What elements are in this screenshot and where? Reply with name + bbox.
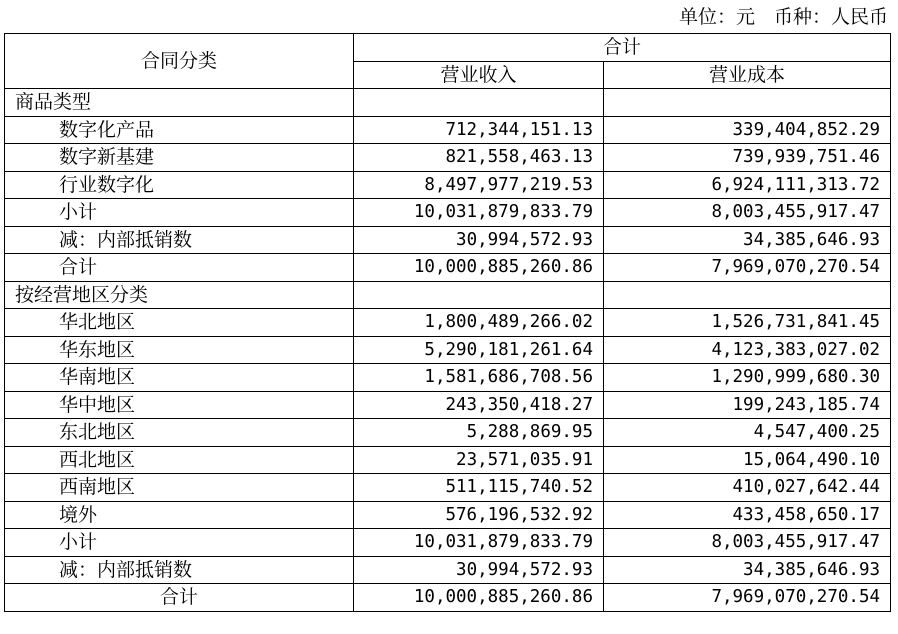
table-row <box>5 419 891 447</box>
cost-cell: 339,404,852.29 <box>604 116 891 144</box>
cost-cell: 34,385,646.93 <box>604 226 891 254</box>
row-label: 合计 <box>5 584 354 612</box>
revenue-cell <box>354 89 604 117</box>
row-label: 小计 <box>5 199 354 227</box>
revenue-cell: 1,581,686,708.56 <box>354 364 604 392</box>
table-row <box>5 364 891 392</box>
cost-cell: 1,526,731,841.45 <box>604 309 891 337</box>
cost-cell <box>604 281 891 309</box>
cost-cell: 7,969,070,270.54 <box>604 254 891 282</box>
cost-cell: 199,243,185.74 <box>604 391 891 419</box>
cost-cell: 8,003,455,917.47 <box>604 199 891 227</box>
row-label: 小计 <box>5 529 354 557</box>
header-cost: 营业成本 <box>604 61 891 89</box>
revenue-cell: 23,571,035.91 <box>354 446 604 474</box>
row-label: 华东地区 <box>5 336 354 364</box>
unit-currency-note: 单位：元 币种：人民币 <box>678 6 888 28</box>
section-label: 按经营地区分类 <box>5 281 354 309</box>
cost-cell: 7,969,070,270.54 <box>604 584 891 612</box>
row-label: 减：内部抵销数 <box>5 226 354 254</box>
header-revenue: 营业收入 <box>354 61 604 89</box>
cost-cell: 410,027,642.44 <box>604 474 891 502</box>
table-row <box>5 254 891 282</box>
row-label: 华中地区 <box>5 391 354 419</box>
revenue-cell: 712,344,151.13 <box>354 116 604 144</box>
header-contract-category: 合同分类 <box>5 34 354 89</box>
cost-cell <box>604 89 891 117</box>
table-row <box>5 144 891 172</box>
cost-cell: 739,939,751.46 <box>604 144 891 172</box>
table-row <box>5 226 891 254</box>
cost-cell: 15,064,490.10 <box>604 446 891 474</box>
cost-cell: 433,458,650.17 <box>604 501 891 529</box>
table-row <box>5 116 891 144</box>
cost-cell: 6,924,111,313.72 <box>604 171 891 199</box>
cost-cell: 34,385,646.93 <box>604 556 891 584</box>
row-label: 数字新基建 <box>5 144 354 172</box>
row-label: 合计 <box>5 254 354 282</box>
row-label: 东北地区 <box>5 419 354 447</box>
table-row <box>5 446 891 474</box>
cost-cell: 1,290,999,680.30 <box>604 364 891 392</box>
section-label: 商品类型 <box>5 89 354 117</box>
table-row <box>5 556 891 584</box>
revenue-cell: 10,000,885,260.86 <box>354 584 604 612</box>
row-label: 西南地区 <box>5 474 354 502</box>
table-row <box>5 199 891 227</box>
row-label: 西北地区 <box>5 446 354 474</box>
table-row <box>5 336 891 364</box>
cost-cell: 4,547,400.25 <box>604 419 891 447</box>
row-label: 华南地区 <box>5 364 354 392</box>
revenue-cell: 10,000,885,260.86 <box>354 254 604 282</box>
revenue-cell: 243,350,418.27 <box>354 391 604 419</box>
revenue-cell <box>354 281 604 309</box>
table-row <box>5 529 891 557</box>
cost-cell: 4,123,383,027.02 <box>604 336 891 364</box>
table-row <box>5 281 891 309</box>
table-row <box>5 171 891 199</box>
revenue-cell: 511,115,740.52 <box>354 474 604 502</box>
revenue-cell: 30,994,572.93 <box>354 556 604 584</box>
revenue-cell: 1,800,489,266.02 <box>354 309 604 337</box>
table-row <box>5 474 891 502</box>
row-label: 行业数字化 <box>5 171 354 199</box>
row-label: 华北地区 <box>5 309 354 337</box>
contract-classification-table <box>4 33 891 612</box>
revenue-cell: 5,290,181,261.64 <box>354 336 604 364</box>
revenue-cell: 8,497,977,219.53 <box>354 171 604 199</box>
header-total: 合计 <box>354 34 891 62</box>
revenue-cell: 576,196,532.92 <box>354 501 604 529</box>
revenue-cell: 5,288,869.95 <box>354 419 604 447</box>
revenue-cell: 10,031,879,833.79 <box>354 199 604 227</box>
revenue-cell: 30,994,572.93 <box>354 226 604 254</box>
row-label: 减：内部抵销数 <box>5 556 354 584</box>
cost-cell: 8,003,455,917.47 <box>604 529 891 557</box>
table-row <box>5 501 891 529</box>
header-row-top <box>5 34 891 62</box>
revenue-cell: 10,031,879,833.79 <box>354 529 604 557</box>
table-row <box>5 391 891 419</box>
table-row <box>5 584 891 612</box>
row-label: 境外 <box>5 501 354 529</box>
row-label: 数字化产品 <box>5 116 354 144</box>
table-row <box>5 89 891 117</box>
revenue-cell: 821,558,463.13 <box>354 144 604 172</box>
table-row <box>5 309 891 337</box>
table-body <box>5 89 891 612</box>
